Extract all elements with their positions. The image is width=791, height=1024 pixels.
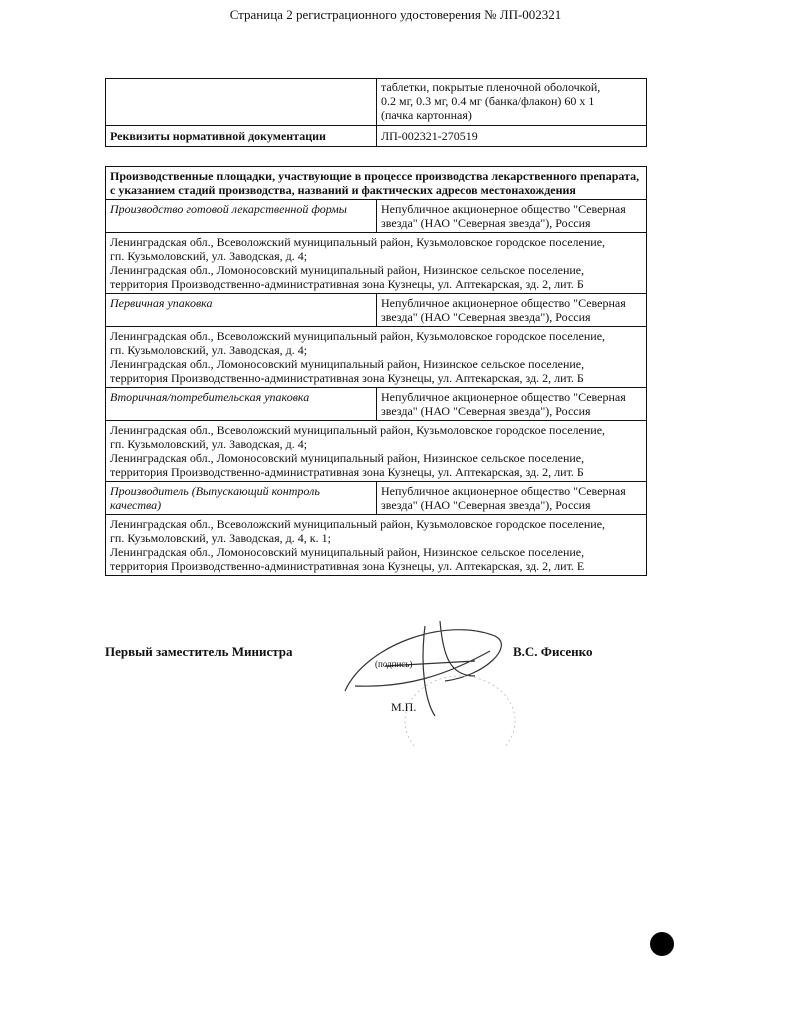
address-line: Ленинградская обл., Ломоносовский муниципальный район, Низинское сельское поселение, <box>110 545 585 559</box>
signature-scribble-icon <box>325 606 525 746</box>
production-stage: Первичная упаковка <box>106 294 377 327</box>
dosage-line: (пачка картонная) <box>381 108 472 122</box>
address-line: Ленинградская обл., Ломоносовский муниципальный район, Низинское сельское поселение, <box>110 451 585 465</box>
address-line: гп. Кузьмоловский, ул. Заводская, д. 4; <box>110 249 308 263</box>
production-stage: Вторичная/потребительская упаковка <box>106 388 377 421</box>
address-line: гп. Кузьмоловский, ул. Заводская, д. 4; <box>110 437 308 451</box>
table-row <box>106 327 647 388</box>
manufacturer-name: Непубличное акционерное общество "Северная звезда" (НАО "Северная звезда"), Россия <box>377 388 647 421</box>
site-address <box>106 233 647 294</box>
address-line: территория Производственно-административная зона Кузнецы, ул. Аптекарская, зд. 2, лит. Б <box>110 465 584 479</box>
site-address <box>106 327 647 388</box>
table-row <box>106 126 647 147</box>
empty-cell <box>106 79 377 126</box>
dosage-line: таблетки, покрытые пленочной оболочкой, <box>381 80 601 94</box>
manufacturer-name: Непубличное акционерное общество "Северная звезда" (НАО "Северная звезда"), Россия <box>377 294 647 327</box>
table-row <box>106 200 647 233</box>
address-line: Ленинградская обл., Всеволожский муниципальный район, Кузьмоловское городское поселение, <box>110 423 606 437</box>
signatory-position: Первый заместитель Министра <box>105 644 293 659</box>
signatory-name: В.С. Фисенко <box>513 644 593 659</box>
signature-caption: (подпись) <box>375 659 413 669</box>
address-line: Ленинградская обл., Всеволожский муниципальный район, Кузьмоловское городское поселение, <box>110 517 606 531</box>
table-row <box>106 421 647 482</box>
table-row <box>106 294 647 327</box>
dosage-line: 0.2 мг, 0.3 мг, 0.4 мг (банка/флакон) 60 x 1 <box>381 94 595 108</box>
table-row <box>106 482 647 515</box>
table-row <box>106 233 647 294</box>
address-line: территория Производственно-административная зона Кузнецы, ул. Аптекарская, зд. 2, лит. Б <box>110 277 584 291</box>
production-sites-table <box>105 166 647 576</box>
manufacturer-name: Непубличное акционерное общество "Северная звезда" (НАО "Северная звезда"), Россия <box>377 200 647 233</box>
page-title: Страница 2 регистрационного удостоверения № ЛП-002321 <box>229 7 562 22</box>
stamp-place-label: М.П. <box>391 700 417 714</box>
table-row <box>106 79 647 126</box>
norm-doc-label: Реквизиты нормативной документации <box>106 126 377 147</box>
site-address <box>106 515 647 576</box>
sites-table-title: Производственные площадки, участвующие в процессе производства лекарственного препарата, с указанием стадий производства, названий и фактических адресов местонахождения <box>106 167 647 200</box>
table-header-row <box>106 167 647 200</box>
address-line: Ленинградская обл., Ломоносовский муниципальный район, Низинское сельское поселение, <box>110 357 585 371</box>
address-line: Ленинградская обл., Всеволожский муниципальный район, Кузьмоловское городское поселение, <box>110 329 606 343</box>
address-line: Ленинградская обл., Ломоносовский муниципальный район, Низинское сельское поселение, <box>110 263 585 277</box>
address-line: гп. Кузьмоловский, ул. Заводская, д. 4; <box>110 343 308 357</box>
address-line: территория Производственно-административная зона Кузнецы, ул. Аптекарская, зд. 2, лит. Б <box>110 371 584 385</box>
scan-mark <box>650 932 674 956</box>
dosage-table <box>105 78 647 147</box>
address-line: гп. Кузьмоловский, ул. Заводская, д. 4, к. 1; <box>110 531 331 545</box>
table-row <box>106 388 647 421</box>
production-stage: Производство готовой лекарственной формы <box>106 200 377 233</box>
production-stage: Производитель (Выпускающий контроль качества) <box>106 482 377 515</box>
table-row <box>106 515 647 576</box>
norm-doc-value: ЛП-002321-270519 <box>377 126 647 147</box>
address-line: Ленинградская обл., Всеволожский муниципальный район, Кузьмоловское городское поселение, <box>110 235 606 249</box>
manufacturer-name: Непубличное акционерное общество "Северная звезда" (НАО "Северная звезда"), Россия <box>377 482 647 515</box>
site-address <box>106 421 647 482</box>
address-line: территория Производственно-административная зона Кузнецы, ул. Аптекарская, зд. 2, лит. Е <box>110 559 585 573</box>
dosage-form-cell <box>377 79 647 126</box>
signature-block <box>105 636 646 786</box>
